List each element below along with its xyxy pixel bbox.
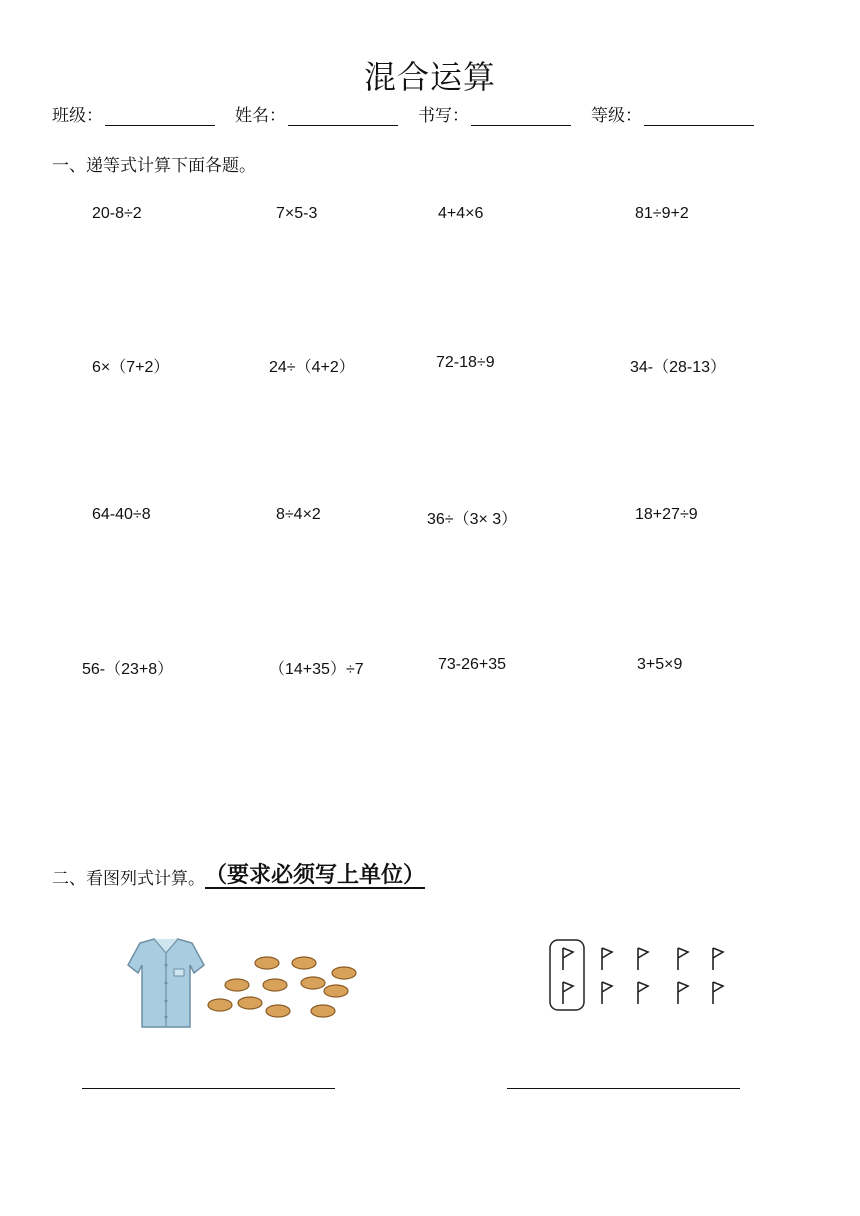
problem: 36÷（3× 3）	[427, 511, 518, 528]
writing-field[interactable]	[418, 101, 571, 126]
shirt-with-buttons-icon	[110, 935, 370, 1035]
problem: 81÷9+2	[635, 205, 689, 222]
writing-label: 书写：	[418, 106, 469, 126]
problem: 72-18÷9	[436, 354, 495, 371]
answer-line-2[interactable]	[507, 1088, 740, 1089]
problem: 18+27÷9	[635, 506, 698, 523]
problem: （14+35）÷7	[269, 661, 364, 678]
buttons-group	[208, 957, 356, 1017]
page-title: 混合运算	[363, 58, 496, 96]
class-field[interactable]	[52, 101, 215, 126]
shirt-icon	[128, 939, 204, 1027]
student-info-row	[52, 96, 774, 126]
answer-line-1[interactable]	[82, 1088, 335, 1089]
problem: 73-26+35	[438, 656, 507, 673]
grade-label: 等级：	[591, 106, 642, 126]
problem: 56-（23+8）	[82, 661, 174, 678]
problem: 20-8÷2	[92, 205, 142, 222]
problem: 3+5×9	[637, 656, 683, 673]
section-2-heading: 二、看图列式计算。	[52, 869, 205, 889]
class-blank[interactable]	[105, 105, 215, 126]
unit-requirement: （要求必须写上单位）	[205, 863, 426, 888]
problem: 64-40÷8	[92, 506, 151, 523]
name-field[interactable]	[235, 101, 398, 126]
class-label: 班级：	[52, 106, 103, 126]
problem: 24÷（4+2）	[269, 359, 355, 376]
name-blank[interactable]	[288, 105, 398, 126]
problem: 8÷4×2	[276, 506, 321, 523]
writing-blank[interactable]	[471, 105, 571, 126]
grade-blank[interactable]	[644, 105, 754, 126]
problem: 4+4×6	[438, 205, 484, 222]
section-2-heading-row	[52, 858, 425, 889]
flags-icon	[545, 936, 735, 1016]
problem: 6×（7+2）	[92, 359, 170, 376]
problem: 34-（28-13）	[630, 359, 727, 376]
name-label: 姓名：	[235, 106, 286, 126]
section-1-heading: 一、递等式计算下面各题。	[52, 156, 256, 176]
grade-field[interactable]	[591, 101, 754, 126]
problem: 7×5-3	[276, 205, 318, 222]
